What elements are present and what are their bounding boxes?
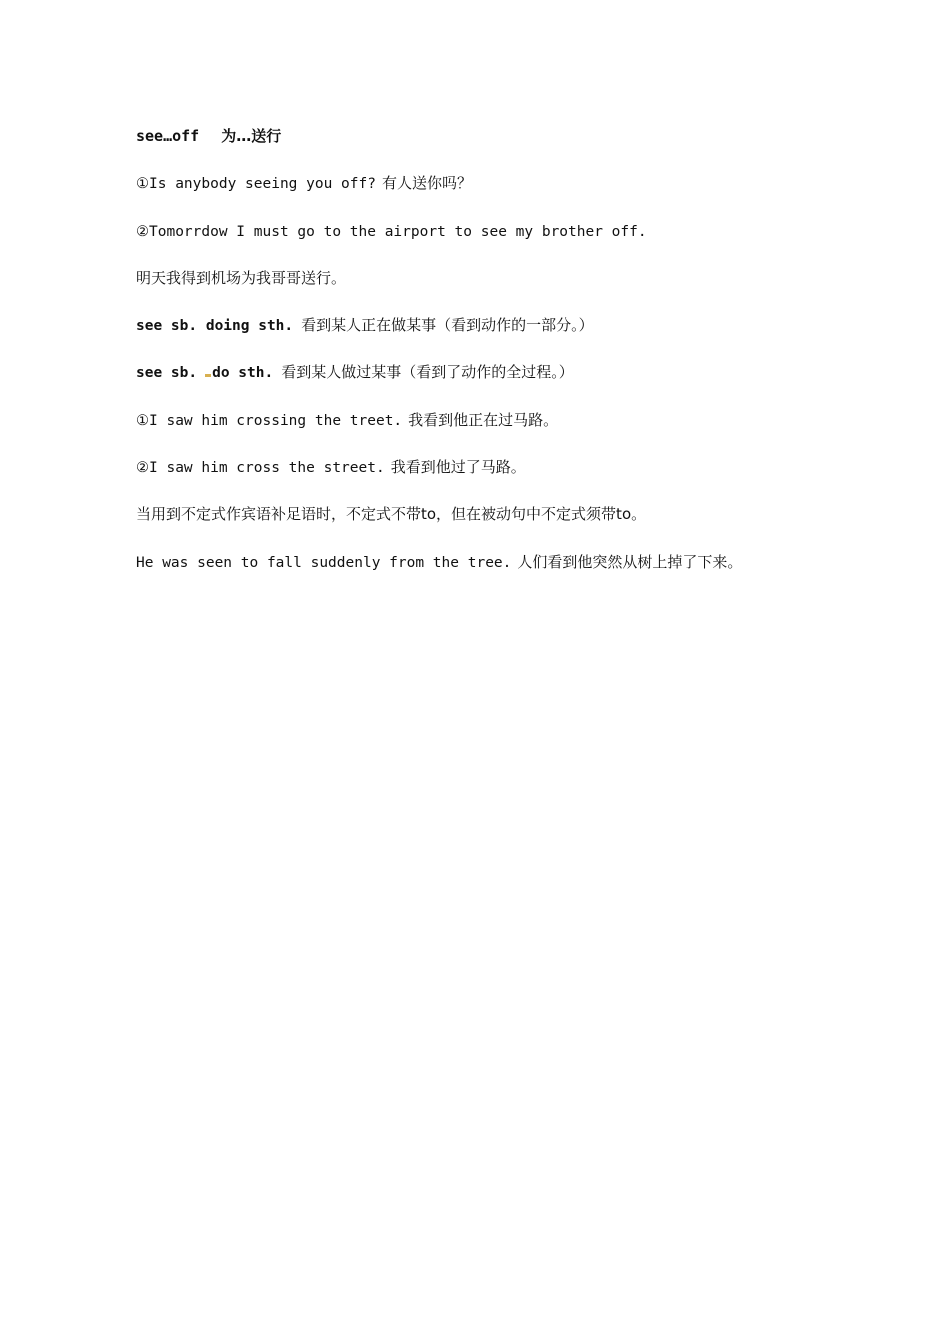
pattern-doing-chinese: 看到某人正在做某事（看到动作的一部分。）: [301, 316, 594, 335]
example-line-2-translation: [136, 266, 836, 313]
example-line-5: [136, 550, 836, 597]
example-1-chinese: 有人送你吗？: [381, 174, 472, 193]
example-line-4: [136, 455, 836, 502]
rule-note-line: [136, 502, 836, 549]
document-content: [136, 124, 836, 597]
heading-english: see…off: [136, 127, 200, 145]
example-5-chinese: 人们看到他突然从树上掉了下来。: [517, 552, 743, 571]
example-3-english: ①I saw him crossing the treet.: [136, 412, 403, 429]
example-2-chinese: 明天我得到机场为我哥哥送行。: [136, 268, 347, 287]
example-2-english: ②Tomorrdow I must go to the airport to see my brother off.: [136, 223, 647, 240]
pattern-see-do: [136, 360, 836, 407]
example-line-2: [136, 219, 836, 266]
rule-note: 当用到不定式作宾语补足语时，不定式不带to，但在被动句中不定式须带to。: [136, 505, 647, 524]
pattern-doing-english: see sb. doing sth.: [136, 318, 294, 335]
pattern-do-english-suffix: do sth.: [212, 365, 274, 382]
example-line-1: [136, 171, 836, 218]
example-4-chinese: 我看到他过了马路。: [390, 458, 526, 477]
example-3-chinese: 我看到他正在过马路。: [408, 410, 559, 429]
pattern-see-doing: [136, 313, 836, 360]
heading-see-off: [136, 124, 836, 171]
pattern-do-english-prefix: see sb.: [136, 365, 198, 382]
example-line-3: [136, 408, 836, 455]
example-1-english: ①Is anybody seeing you off?: [136, 176, 376, 193]
example-4-english: ②I saw him cross the street.: [136, 460, 385, 477]
edit-marker: [205, 374, 211, 377]
pattern-do-chinese: 看到某人做过某事（看到了动作的全过程。）: [281, 363, 574, 382]
heading-chinese: 为…送行: [221, 127, 282, 145]
example-5-english: He was seen to fall suddenly from the tree.: [136, 554, 512, 571]
